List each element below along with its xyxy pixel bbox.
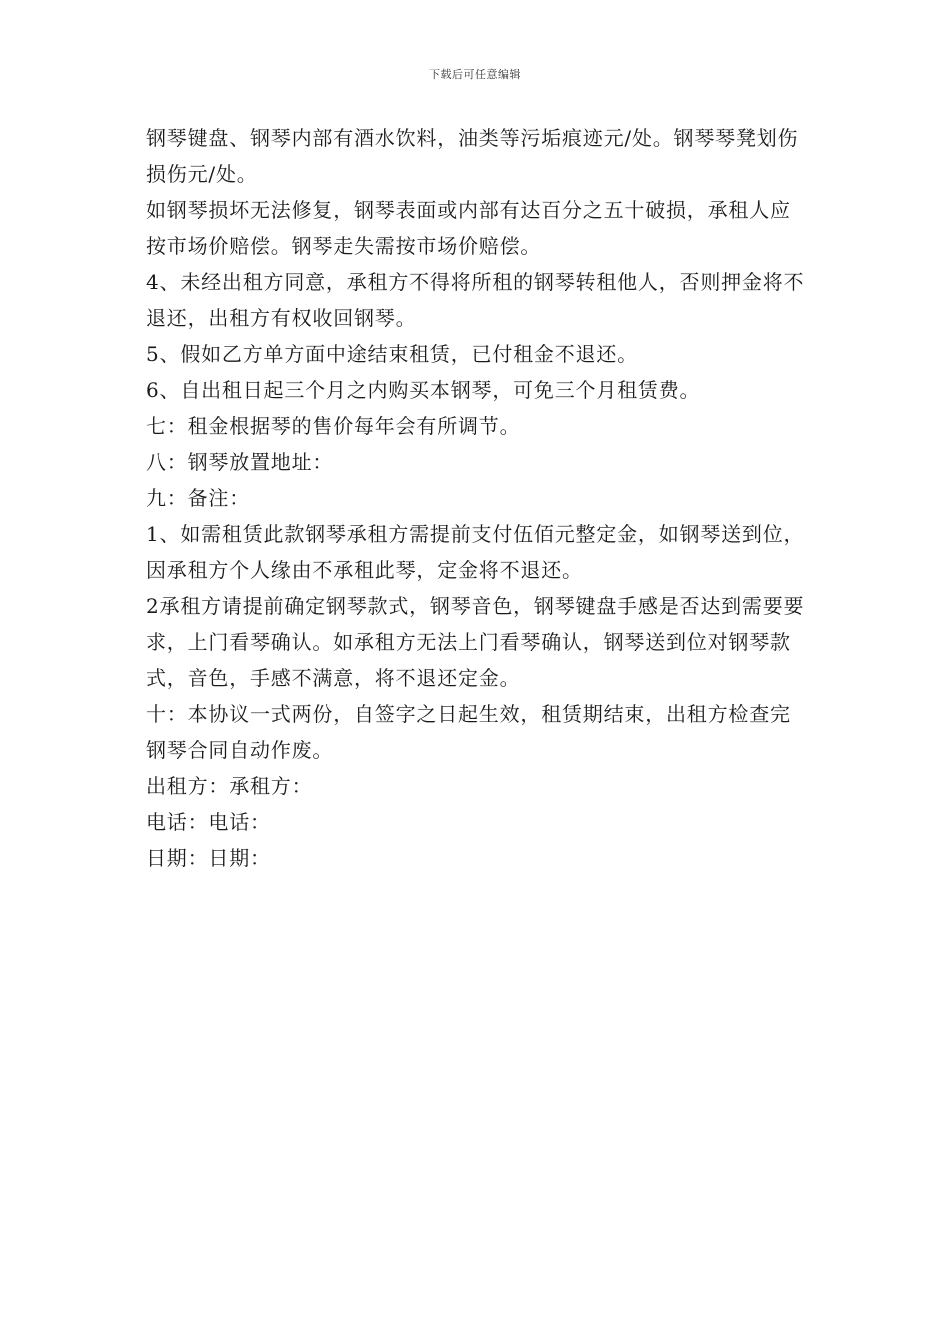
document-body bbox=[146, 120, 810, 876]
remark-confirm-model: 2承租方请提前确定钢琴款式，钢琴音色，钢琴键盘手感是否达到需要要求，上门看琴确认。如承租方无法上门看琴确认，钢琴送到位对钢琴款式，音色，手感不满意，将不退还定金。 bbox=[146, 594, 805, 690]
paragraph-piano-stain-damage: 钢琴键盘、钢琴内部有酒水饮料，油类等污垢痕迹元/处。钢琴琴凳划伤损伤元/处。 bbox=[146, 126, 799, 186]
signature-phones: 电话：电话： bbox=[146, 810, 271, 834]
signature-dates: 日期：日期： bbox=[146, 846, 271, 870]
paragraph-no-sublease: 4、未经出租方同意，承租方不得将所租的钢琴转租他人，否则押金将不退还，出租方有权收回钢琴。 bbox=[146, 270, 805, 330]
remark-deposit: 1、如需租赁此款钢琴承租方需提前支付伍佰元整定金，如钢琴送到位，因承租方个人缘由不承租此琴，定金将不退还。 bbox=[146, 522, 805, 582]
paragraph-irreparable-damage: 如钢琴损坏无法修复，钢琴表面或内部有达百分之五十破损，承租人应按市场价赔偿。钢琴走失需按市场价赔偿。 bbox=[146, 198, 791, 258]
section-ten-effectiveness: 十：本协议一式两份，自签字之日起生效，租赁期结束，出租方检查完钢琴合同自动作废。 bbox=[146, 702, 791, 762]
section-nine-remarks: 九：备注： bbox=[146, 486, 250, 510]
section-seven-rent-adjustment: 七：租金根据琴的售价每年会有所调节。 bbox=[146, 414, 521, 438]
signature-parties: 出租方：承租方： bbox=[146, 774, 313, 798]
section-eight-piano-address: 八：钢琴放置地址： bbox=[146, 450, 334, 474]
page-header: 下载后可任意编辑 bbox=[429, 68, 521, 81]
paragraph-purchase-waiver: 6、自出租日起三个月之内购买本钢琴，可免三个月租赁费。 bbox=[146, 378, 701, 402]
paragraph-early-termination: 5、假如乙方单方面中途结束租赁，已付租金不退还。 bbox=[146, 342, 638, 366]
